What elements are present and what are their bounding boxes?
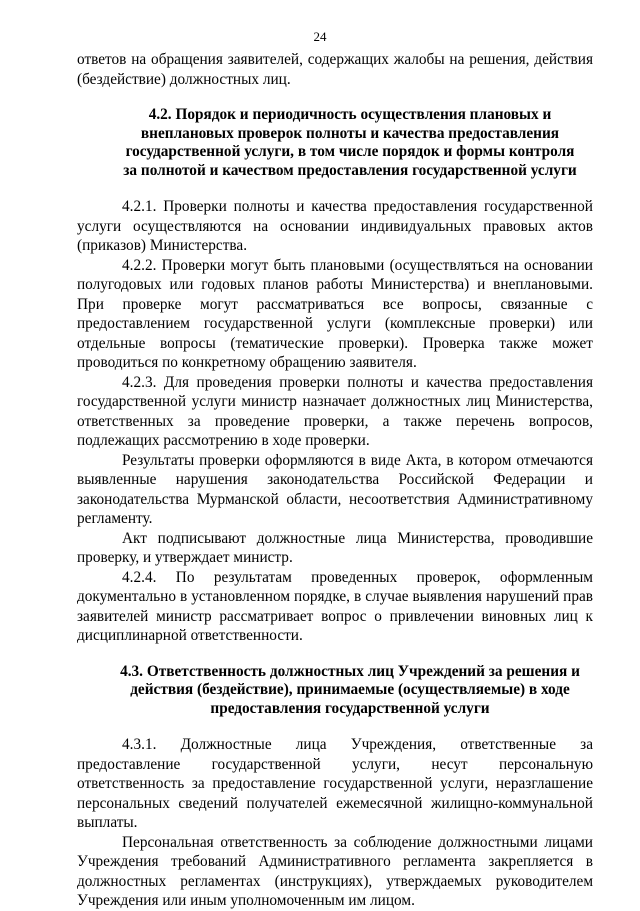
paragraph-4-2-4: 4.2.4. По результатам проведенных проверок, оформленным документально в установленном порядке, в случае выявления нарушений прав заявителей министр рассматривает вопрос о привлечении виновных лиц к дисциплинарной ответственности. bbox=[77, 568, 593, 644]
paragraph-act-signing: Акт подписывают должностные лица Министерства, проводившие проверку, и утверждает министр. bbox=[77, 529, 593, 566]
paragraph-4-3-1: 4.3.1. Должностные лица Учреждения, ответственные за предоставление государственной услуги, несут персональную ответственность за предоставление государственной услуги, неразглашение персональных сведений получателей ежемесячной жилищно-коммунальной выплаты. bbox=[77, 736, 593, 831]
intro-paragraph: ответов на обращения заявителей, содержащих жалобы на решения, действия (бездействие) должностных лиц. bbox=[77, 51, 593, 88]
spacer bbox=[77, 718, 593, 735]
paragraph-inspection-results: Результаты проверки оформляются в виде Акта, в котором отмечаются выявленные нарушения законодательства Российской Федерации и законодательства Мурманской области, несоответствия Административному регламенту. bbox=[77, 451, 593, 527]
paragraph-personal-responsibility: Персональная ответственность за соблюдение должностными лицами Учреждения требований Административного регламента закрепляется в должностных регламентах (инструкциях), утверждаемых руководителем Учреждения или иным уполномоченным им лицом. bbox=[77, 833, 593, 909]
section-4-2-heading: 4.2. Порядок и периодичность осуществления плановых и внеплановых проверок полноты и качества предоставления государственной услуги, в том числе порядок и формы контроля за полнотой и качеством предоставления государственной услуги bbox=[123, 106, 577, 179]
paragraph-4-2-1: 4.2.1. Проверки полноты и качества предоставления государственной услуги осуществляются на основании индивидуальных правовых актов (приказов) Министерства. bbox=[77, 198, 593, 254]
paragraph-4-2-2: 4.2.2. Проверки могут быть плановыми (осуществляться на основании полугодовых или годовых планов работы Министерства) и внеплановыми. При проверке могут рассматриваться все вопросы, связанные с предоставлением государственной услуги (комплексные проверки) или отдельные вопросы (тематические проверки). Проверка также может проводиться по конкретному обращению заявителя. bbox=[77, 256, 593, 371]
spacer bbox=[77, 646, 593, 663]
spacer bbox=[77, 180, 593, 197]
paragraph-4-2-3: 4.2.3. Для проведения проверки полноты и качества предоставления государственной услуги министр назначает должностных лиц Министерства, ответственных за проведение проверки, а также перечень вопросов, подлежащих рассмотрению в ходе проверки. bbox=[77, 373, 593, 449]
page-number: 24 bbox=[313, 29, 327, 44]
section-4-3-heading: 4.3. Ответственность должностных лиц Учреждений за решения и действия (бездействие), принимаемые (осуществляемые) в ходе предоставления государственной услуги bbox=[120, 662, 580, 717]
spacer bbox=[77, 89, 593, 106]
document-body bbox=[77, 50, 593, 911]
